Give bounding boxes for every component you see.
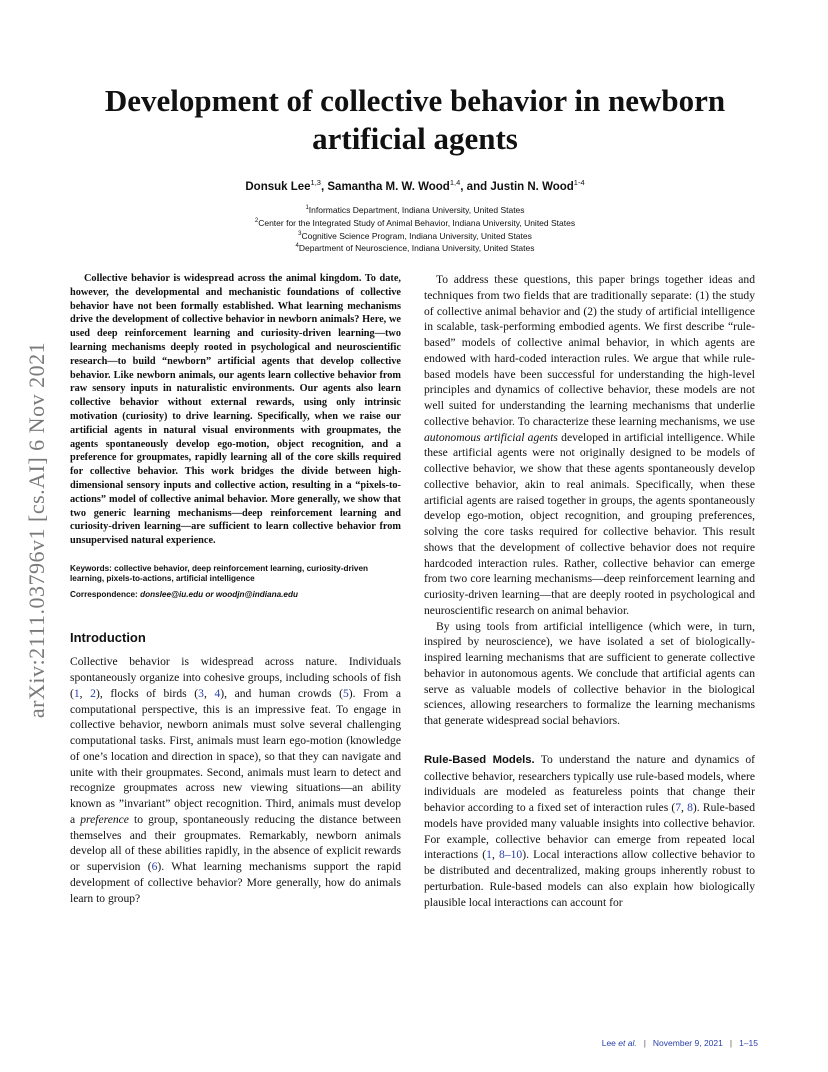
citation-link[interactable]: 6 — [151, 860, 158, 874]
emphasis: preference — [80, 812, 129, 826]
motivation-paragraph — [424, 272, 755, 619]
right-column — [424, 272, 755, 910]
text-run: ), and human crowds ( — [220, 686, 343, 700]
text-run: ). What learning mechanisms support the rapid development of collective behavior? More generally, how do animals learn to group? — [70, 860, 401, 905]
affiliation-1 — [70, 203, 760, 216]
citation-link[interactable]: 3 — [198, 686, 204, 700]
rule-based-models-paragraph: Rule-Based Models. To understand the nature and dynamics of collective behavior, researchers typically use rule-based models, where individuals are modeled as featureless points that change their behavior according to a fixed set of interaction rules (7, 8). Rule-based models have provided many valuable insights into collective behavior. For example, collective behavior can emerge from repeated local interactions (1, 8–10). Local interactions allow collective behavior to be distributed and decentralized, making groups inherently robust to perturbation. Rule-based models can also explain how biologically plausible local interactions can account for — [424, 752, 756, 909]
author-2: Samantha M. W. Wood — [327, 180, 450, 193]
arxiv-sidebar — [22, 290, 52, 770]
correspondence-emails: donslee@iu.edu or woodjn@indiana.edu — [140, 589, 298, 599]
rule-based-models-heading: Rule-Based Models. — [424, 753, 535, 766]
author-1: Donsuk Lee — [245, 180, 311, 193]
affiliation-text: Center for the Integrated Study of Animal Behavior, Indiana University, United States — [258, 217, 576, 228]
text-run: To understand the nature and dynamics of collective behavior, researchers typically use rule-based models, where individuals are modeled as featureless points that change their behavior according to a fixed set of interaction rules ( — [424, 752, 756, 814]
page-footer — [500, 1038, 758, 1048]
affiliation-marker: 3 — [298, 230, 302, 237]
paper-title — [70, 82, 760, 158]
affiliation-marker: 2 — [254, 217, 259, 224]
footer-author: Lee — [601, 1038, 619, 1048]
text-run: to group, spontaneously reducing the distance between themselves and their groupmates. Remarkably, newborn animals develop all of these abilities rapidly, in the absence of explicit rewards or supervision ( — [70, 812, 401, 874]
arxiv-identifier: arXiv:2111.03796v1 [cs.AI] 6 Nov 2021 — [24, 341, 49, 719]
citation-link[interactable]: 7 — [675, 801, 682, 814]
author-1-affil: 1,3 — [310, 178, 321, 187]
affiliation-text: Informatics Department, Indiana University, United States — [308, 204, 525, 215]
citation-link[interactable]: 2 — [90, 686, 96, 700]
text-run: ), flocks of birds ( — [95, 686, 199, 700]
author-3: Justin N. Wood — [490, 180, 574, 193]
text-run: ). From a computational perspective, this is an impressive feat. To engage in collective behavior, newborn animals must solve several challenging computational tasks. First, animals must learn ego-motion (knowledge of one’s location and direction in space), so that they can navigate and unite with their groupmates. Second, animals must learn to detect and recognize groupmates across new viewing situations—an ability known as ”invariant” object recognition. Third, animals must develop a — [70, 686, 402, 826]
left-column — [70, 272, 401, 906]
text-run: developed in artificial intelligence. While these artificial agents were not originally designed to be models of collective behavior, we show that these agents spontaneously develop collective behavior, akin to real animals. Specifically, when these artificial agents are raised together in groups, the agents spontaneously develop ego-motion, object recognition, and grouping preferences, solving the core tasks required for collective behavior. This result shows that the development of collective behavior does not require hardcoded interaction rules. Rather, collective behavior can emerge from two core learning mechanisms—deep reinforcement learning and curiosity-driven learning—that are deeply rooted in psychological and neuroscientific research on animal behavior. — [424, 430, 756, 617]
footer-date: November 9, 2021 — [652, 1038, 723, 1048]
author-2-affil: 1,4 — [449, 178, 461, 187]
correspondence-label: Correspondence: — [70, 589, 138, 599]
footer-separator: | — [729, 1038, 733, 1048]
affiliations — [70, 203, 760, 254]
title-line-1: Development of collective behavior in newborn — [104, 83, 726, 118]
introduction-heading: Introduction — [70, 630, 146, 646]
keywords-label: Keywords: — [70, 563, 112, 573]
text-run: Collective behavior is widespread across nature. Individuals spontaneously organize into cohesive groups, including schools of fish ( — [70, 655, 401, 700]
introduction-paragraph: Collective behavior is widespread across nature. Individuals spontaneously organize into cohesive groups, including schools of fish (1, 2), flocks of birds (3, 4), and human crowds (5). From a computational perspective, this is an impressive feat. To engage in collective behavior, newborn animals must solve several challenging computational tasks. First, animals must learn ego-motion (knowledge of one’s location and direction in space), so that they can navigate and unite with their groupmates. Second, animals must learn to detect and recognize groupmates across new viewing situations—an ability known as ”invariant” object recognition. Third, animals must develop a preference to group, spontaneously reducing the distance between themselves and their groupmates. Remarkably, newborn animals develop all of these abilities rapidly, in the absence of explicit rewards or supervision (6). What learning mechanisms support the rapid development of collective behavior? More generally, how do animals learn to group? — [70, 655, 402, 905]
title-line-2: artificial agents — [312, 121, 518, 156]
footer-separator: | — [643, 1038, 646, 1048]
citation-link[interactable]: 4 — [214, 686, 221, 700]
author-list — [70, 178, 760, 193]
citation-link[interactable]: 1 — [486, 848, 492, 862]
author-separator: , — [320, 180, 328, 193]
author-3-affil: 1-4 — [573, 178, 585, 187]
affiliation-text: Cognitive Science Program, Indiana University, United States — [301, 230, 532, 241]
affiliation-marker: 1 — [305, 205, 309, 211]
emphasis: autonomous artificial agents — [424, 430, 558, 444]
affiliation-marker: 4 — [295, 243, 299, 250]
citation-link[interactable]: 5 — [343, 686, 349, 700]
affiliation-3 — [70, 229, 760, 242]
text-run: ). Local interactions allow collective behavior to be distributed and decentralized, making groups inherently robust to perturbation. Rule-based models can also explain how biologically plausible local interactions can account for — [424, 848, 755, 909]
affiliation-2 — [70, 216, 760, 229]
affiliation-text: Department of Neuroscience, Indiana University, United States — [298, 243, 535, 254]
affiliation-4 — [70, 241, 760, 254]
conclusion-paragraph: By using tools from artificial intelligence (which were, in turn, inspired by neuroscience), we have isolated a set of biologically-inspired learning mechanisms that are sufficient to generate collective behavior in autonomous agents. We conclude that artificial agents can serve as valuable models of collective behavior in the biological sciences, allowing researchers to formalize the learning mechanisms that generate widespread social behaviors. — [424, 619, 755, 727]
citation-link[interactable]: 8–10 — [499, 848, 523, 862]
correspondence — [70, 590, 401, 601]
text-run: ). Rule-based models have provided many valuable insights into collective behavior. For example, collective behavior can emerge from repeated local interactions ( — [424, 801, 755, 862]
author-separator: , and — [460, 180, 491, 193]
citation-link[interactable]: 1 — [73, 686, 80, 700]
text-run: To address these questions, this paper brings together ideas and techniques from two fields that are traditionally separate: (1) the study of collective animal behavior and (2) the study of artificial intelligence in scalable, task-performing embodied agents. We first describe “rule-based” models of collective animal behavior, in which agents are endowed with hard-coded interaction rules. We argue that while rule-based models have been successful for understanding the high-level principles and dynamics of collective behavior, these models are not well suited for understanding the learning mechanisms that underlie collective behavior. To characterize these learning mechanisms, we use — [424, 273, 755, 428]
footer-pages: 1–15 — [739, 1038, 758, 1048]
keywords — [70, 564, 401, 585]
abstract: Collective behavior is widespread across the animal kingdom. To date, however, the developmental and mechanistic foundations of collective behavior have not been formally established. What learning mechanisms drive the development of collective behavior in newborn animals? Here, we used deep reinforcement learning and curiosity-driven learning—two learning mechanisms deeply rooted in psychological and neuroscientific research—to build “newborn” artificial agents that develop collective behavior. Like newborn animals, our agents learn collective behavior from raw sensory inputs in naturalistic environments. Our agents also learn collective behavior without external rewards, using only intrinsic motivation (curiosity) to drive learning. Specifically, when we raise our artificial agents in natural visual environments with groupmates, the agents spontaneously develop ego-motion, object recognition, and a preference for groupmates, rapidly learning all of the core skills required for collective behavior. This work bridges the divide between high-dimensional sensory inputs and collective action, resulting in a “pixels-to-actions” model of collective animal behavior. More generally, we show that two generic learning mechanisms—deep reinforcement learning and curiosity-driven learning—are sufficient to learn collective behavior from unsupervised natural experience. — [70, 273, 401, 547]
keywords-text: collective behavior, deep reinforcement learning, curiosity-driven learning, pixels-to-actions, artificial intelligence — [70, 563, 369, 584]
citation-link[interactable]: 8 — [687, 801, 693, 814]
footer-etal: et al. — [618, 1038, 637, 1048]
